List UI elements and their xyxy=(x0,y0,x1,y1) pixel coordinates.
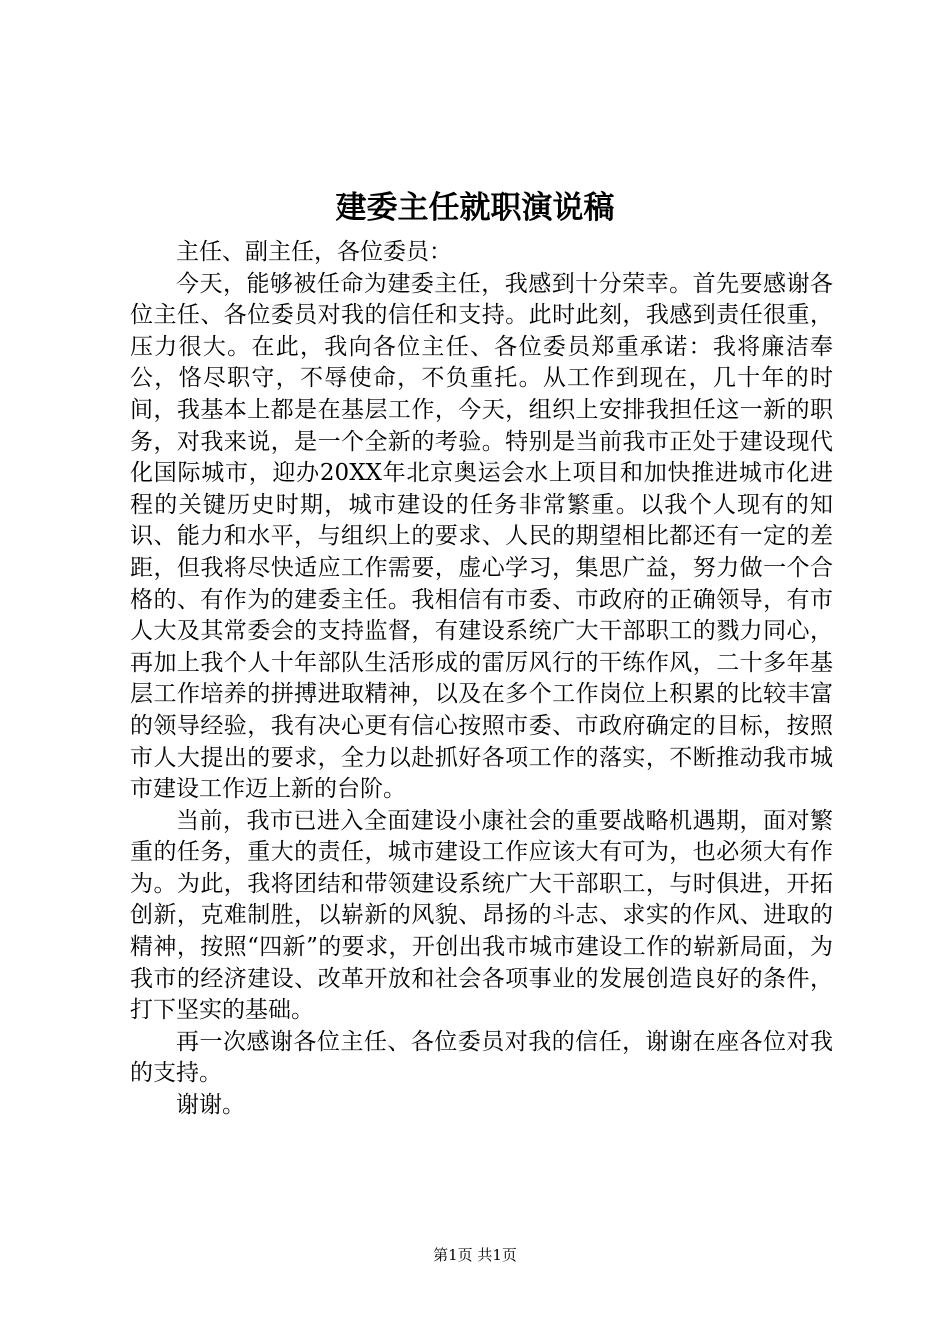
document-body xyxy=(130,237,833,1122)
body-paragraph: 今天，能够被任命为建委主任，我感到十分荣幸。首先要感谢各位主任、各位委员对我的信任和支持。此时此刻，我感到责任很重，压力很大。在此，我向各位主任、各位委员郑重承诺：我将廉洁奉公，恪尽职守，不辱使命，不负重托。从工作到现在，几十年的时间，我基本上都是在基层工作，今天，组织上安排我担任这一新的职务，对我来说，是一个全新的考验。特别是当前我市正处于建设现代化国际城市，迎办20XX年北京奥运会水上项目和加快推进城市化进程的关键历史时期，城市建设的任务非常繁重。以我个人现有的知识、能力和水平，与组织上的要求、人民的期望相比都还有一定的差距，但我将尽快适应工作需要，虚心学习，集思广益，努力做一个合格的、有作为的建委主任。我相信有市委、市政府的正确领导，有市人大及其常委会的支持监督，有建设系统广大干部职工的戮力同心，再加上我个人十年部队生活形成的雷厉风行的干练作风，二十多年基层工作培养的拼搏进取精神，以及在多个工作岗位上积累的比较丰富的领导经验，我有决心更有信心按照市委、市政府确定的目标，按照市人大提出的要求，全力以赴抓好各项工作的落实，不断推动我市城市建设工作迈上新的台阶。 xyxy=(130,270,833,803)
document-title: 建委主任就职演说稿 xyxy=(335,190,615,226)
closing-paragraph: 谢谢。 xyxy=(176,1092,245,1119)
salutation-paragraph: 主任、副主任，各位委员： xyxy=(176,239,452,265)
body-paragraph: 再一次感谢各位主任、各位委员对我的信任，谢谢在座各位对我的支持。 xyxy=(130,1028,833,1087)
body-paragraph: 当前，我市已进入全面建设小康社会的重要战略机遇期，面对繁重的任务，重大的责任，城市建设工作应该大有可为，也必须大有作为。为此，我将团结和带领建设系统广大干部职工，与时俱进，开拓创新，克难制胜，以崭新的风貌、昂扬的斗志、求实的作风、进取的精神，按照“四新”的要求，开创出我市城市建设工作的崭新局面，为我市的经济建设、改革开放和社会各项事业的发展创造良好的条件，打下坚实的基础。 xyxy=(130,807,833,1024)
page-number-footer: 第1页 共1页 xyxy=(433,1246,517,1264)
